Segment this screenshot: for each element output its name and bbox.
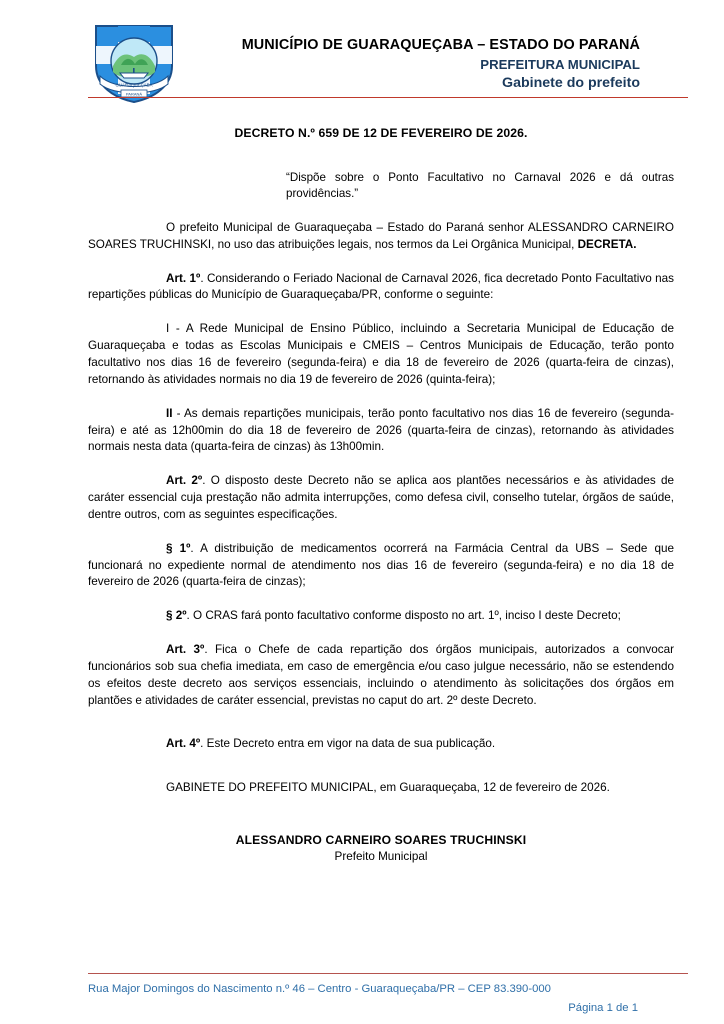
article-2-label: Art. 2º (166, 474, 203, 488)
paragrafo-2-label: § 2º (166, 609, 187, 623)
preamble-text: O prefeito Municipal de Guaraqueçaba – Estado do Paraná senhor ALESSANDRO CARNEIRO SOARES TRUCHINSKI, no uso das atribuições legais, nos termos da Lei Orgânica Municipal, (88, 220, 674, 251)
inciso-1-paragraph (88, 321, 674, 388)
svg-text:PARANÁ: PARANÁ (125, 91, 143, 97)
footer-address: Rua Major Domingos do Nascimento n.º 46 – Centro - Guaraqueçaba/PR – CEP 83.390-000 (88, 983, 551, 996)
preamble-paragraph (88, 220, 674, 254)
article-1-text: . Considerando o Feriado Nacional de Carnaval 2026, fica decretado Ponto Facultativo nas repartições públicas do Município de Guaraqueçaba/PR, conforme o seguinte: (88, 271, 674, 302)
paragrafo-2 (88, 608, 674, 625)
inciso-1-text: I - A Rede Municipal de Ensino Público, incluindo a Secretaria Municipal de Educação de Guaraqueçaba e todas as Escolas Municipais e CMEIS – Centros Municipais de Educação, terão ponto facultativo nos dias 16 de fevereiro (segunda-feira) e dia 18 de fevereiro de 2026 (quarta-feira de cinzas), retornando às atividades normais no dia 19 de fevereiro de 2026 (quinta-feira); (88, 322, 674, 386)
closing-paragraph: GABINETE DO PREFEITO MUNICIPAL, em Guaraqueçaba, 12 de fevereiro de 2026. (166, 781, 610, 795)
article-4-paragraph (88, 736, 674, 753)
article-2-paragraph (88, 473, 674, 524)
paragrafo-1 (88, 541, 674, 592)
inciso-2-label: II (166, 406, 173, 420)
article-1-paragraph (88, 271, 674, 305)
svg-text:GUARAQUEÇABA: GUARAQUEÇABA (115, 82, 153, 88)
decreta-keyword: DECRETA. (577, 237, 637, 251)
signature-block (88, 833, 674, 863)
paragrafo-2-text: . O CRAS fará ponto facultativo conforme disposto no art. 1º, inciso I deste Decreto; (186, 609, 621, 623)
inciso-2-text: - As demais repartições municipais, terão ponto facultativo nos dias 16 de fevereiro (segunda-feira) e até as 12h00min do dia 18 de fevereiro de 2026 (quarta-feira de cinzas), retornando às atividades normais nesta data (quarta-feira de cinzas) às 13h00min. (88, 406, 674, 454)
header-prefeitura-line: PREFEITURA MUNICIPAL (480, 57, 640, 73)
article-3-text: . Fica o Chefe de cada repartição dos órgãos municipais, autorizados a convocar funcionários sob sua chefia imediata, em caso de emergência e/ou caso julgue necessário, não se estendendo os efeitos deste decreto aos serviços essenciais, incluindo o atendimento às solicitações dos órgãos em plantões e atividades de caráter essencial, previstas no caput do art. 2º deste Decreto. (88, 643, 674, 707)
header-titles (180, 22, 674, 93)
paragrafo-1-text: . A distribuição de medicamentos ocorrerá na Farmácia Central da UBS – Sede que funcionará no expediente normal de atendimento nos dias 16 de fevereiro (segunda-feira) e no dia 18 de fevereiro de 2026 (quarta-feira de cinzas); (88, 541, 674, 589)
header-divider (88, 97, 688, 98)
document-footer (0, 973, 724, 1014)
municipal-coat-of-arms-icon (88, 24, 180, 104)
decree-title: DECRETO N.º 659 DE 12 DE FEVEREIRO DE 2026. (234, 126, 528, 140)
document-body (0, 126, 724, 863)
footer-divider (88, 973, 688, 974)
header-municipality-line: MUNICÍPIO DE GUARAQUEÇABA – ESTADO DO PARANÁ (241, 37, 640, 53)
article-4-text: . Este Decreto entra em vigor na data de sua publicação. (200, 737, 496, 751)
paragrafo-1-label: § 1º (166, 541, 191, 555)
signatory-name: ALESSANDRO CARNEIRO SOARES TRUCHINSKI (235, 833, 527, 848)
signatory-role: Prefeito Municipal (334, 850, 428, 864)
inciso-2-paragraph (88, 406, 674, 457)
article-4-label: Art. 4º (166, 737, 201, 751)
header-department-line: Gabinete do prefeito (502, 75, 640, 92)
article-2-text: . O disposto deste Decreto não se aplica aos plantões necessários e às atividades de caráter essencial cuja prestação não admita interrupções, como defesa civil, conselho tutelar, órgãos de saúde, dentre outros, com as seguintes especificações. (88, 474, 674, 521)
article-3-label: Art. 3º (166, 643, 205, 657)
article-1-label: Art. 1º (166, 271, 201, 285)
footer-page-number: Página 1 de 1 (568, 1002, 638, 1014)
decree-summary: “Dispõe sobre o Ponto Facultativo no Carnaval 2026 e dá outras providências.” (286, 171, 674, 201)
document-header (0, 0, 724, 104)
article-3-paragraph (88, 642, 674, 709)
